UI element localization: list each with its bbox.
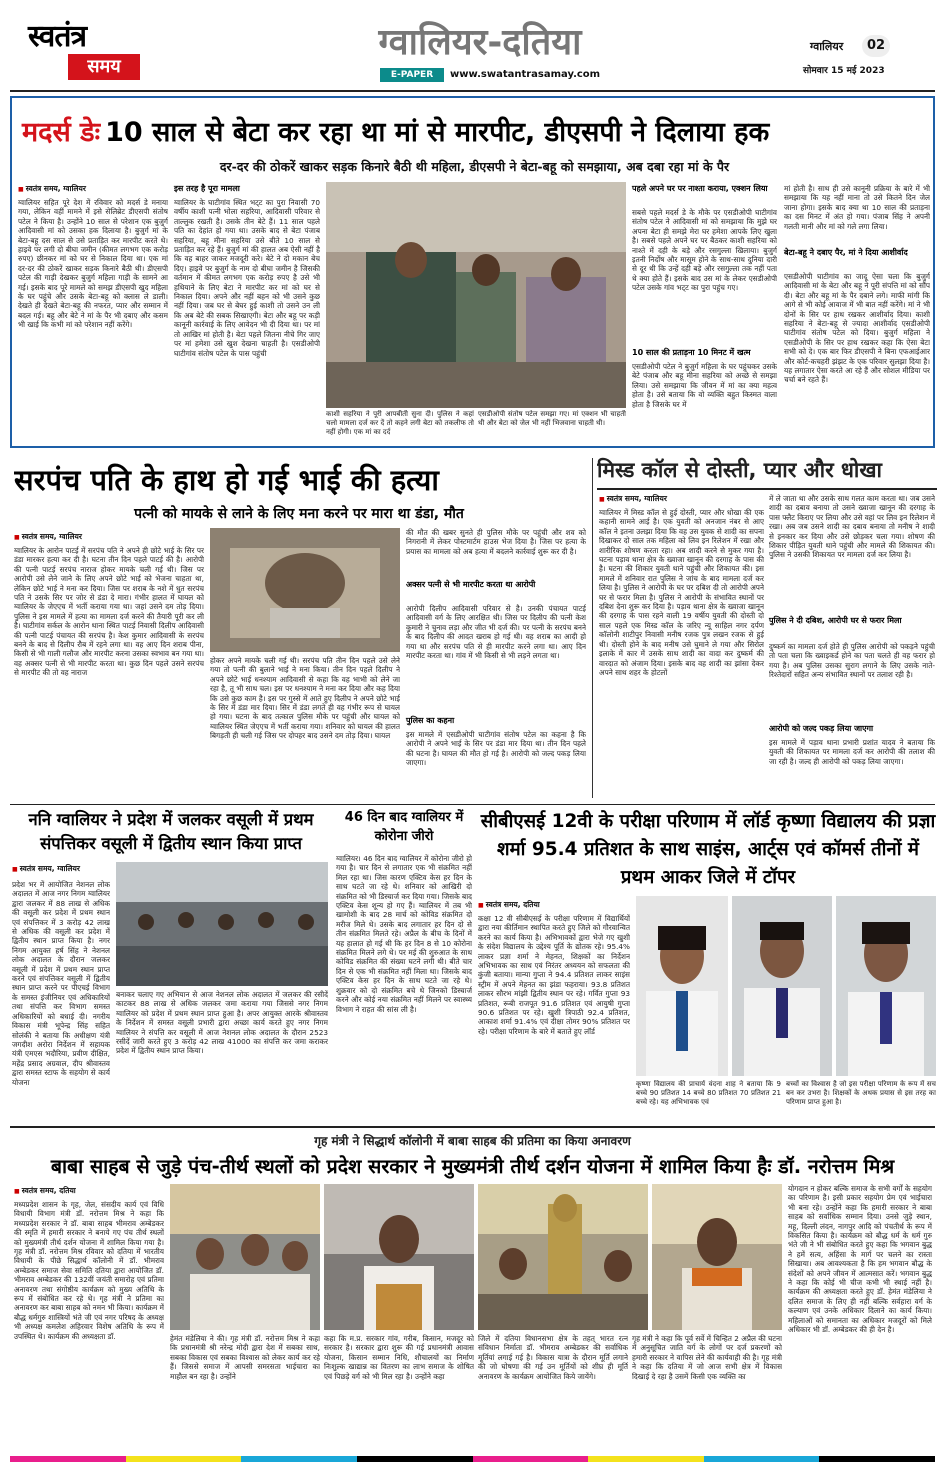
topper-photo-2: [732, 896, 832, 1076]
cbse-caption-2: बच्चों का विश्वास है जो इस परीक्षा परिणाम के रूप में सच बन कर उभरा है। शिक्षकों के अथक प्रयास से इस तरह का परिणाम प्राप्त हुआ है।: [786, 1080, 936, 1106]
masthead: [0, 0, 945, 92]
story3-col2-head2: आरोपी को जल्द पकड़ लिया जाएगा: [769, 724, 874, 733]
story1-col4b: एसडीओपी घाटीगांव का जादू ऐसा चला कि बुजुर्ग आदिवासी मां के बेटा और बहू ने पूरी संपत्ति मां को सौंप दी। बेटा और बहू मां के पैर दबाने लगे। माफी मांगी कि आगे से भी कोई आवाज में भी बात नहीं करेंगे। मां ने भी दोनों के सिर पर हाथ रखकर आशीर्वाद दिया। काशी सहरिया ने बेटा-बहू से ज्यादा आशीर्वाद एसडीओपी घाटीगांव संतोष पटेल को दिया। बुजुर्ग महिला ने एसडीओपी के सिर पर हाथ रखकर कहा कि ऐसा बेटा सभी को दे। एक बार फिर डीएसपी ने बिना एफआईआर और कोर्ट-कचहरी झंझट के एक परिवार सुलझा दिया है। यह लगातार ऐसा करते आ रहे हैं और सोशल मीडिया पर चर्चा बने रहते हैं।: [784, 272, 930, 385]
story2-byline: ■ स्वतंत्र समय, ग्वालियर: [14, 532, 82, 542]
story1-col4: मां होती है। साथ ही उसे कानूनी प्रक्रिया के बारे में भी समझाया कि यह नहीं माना तो उसे कितने दिन जेल जाना होगा। इसके बाद क्या था 10 साल की प्रताड़ना का दस मिनट में अंत हो गया। पंजाब सिंह ने अपनी गलती मानी और मां को गले लगा लिया।: [784, 184, 930, 231]
story7-col1: मध्यप्रदेश शासन के गृह, जेल, संसदीय कार्य एवं विधि विधायी विभाग मंत्री डॉ. नरोत्तम मिश्र ने कहा कि मध्यप्रदेश सरकार ने डॉ. बाबा साहब भीमराव अम्बेडकर की स्मृति में हमारी सरकार ने बनाये गए पंच तीर्थ स्थलों को मुख्यमंत्री तीर्थ दर्शन योजना में शामिल किया गया है। गृह मंत्री डॉ. नरोत्तम मिश्र रविवार को दतिया में भारतीय विधायी के पीछे सिद्धार्थ कॉलोनी में डॉ. भीमराव अम्बेडकर समाज सेवा समिति दतिया द्वारा आयोजित डॉ. भीमराव अम्बेडकर की 132वीं जयंती समारोह एवं प्रतिमा अनावरण तथा संगोष्ठीय कार्यक्रम को मुख्य अतिथि के रूप में संबोधित कर रहे थे। गृह मंत्री ने प्रतिमा का अनावरण कर बाबा साहब को नमन भी किया। कार्यक्रम में बौद्ध धर्मगुरु शास्त्रियों भंते जी एवं नगर परिषद के अध्यक्ष भी अध्यक्ष कमलेश अहिरवार विशेष अतिथि के रूप में उपस्थित थे। कार्यक्रम की अध्यक्षता डॉ.: [14, 1200, 164, 1341]
story2-col2: होकर अपने मायके चली गई थी। सरपंच पति तीन दिन पहले उसे लेने गया तो पत्नी की बुलाने भाई ने मना किया। तीन दिन पहले दिलीप ने अपने छोटे भाई धनश्याम आदिवासी से कहा कि वह भाभी को लेने जा रहा है, तू भी साथ चल। इस पर धनश्याम ने मना कर दिया और कह दिया कि उसे कुछ काम है। इस पर गुस्से में आते हुए दिलीप ने अपने छोटे भाई के सिर में डंडा मार दिया। सिर में डंडा लगते ही वह गंभीर रूप से घायल हो गया। घटना के बाद तत्काल पुलिस मौके पर पहुंची और घायल को ग्वालियर स्थित जेएएच में भर्ती कराया गया। शनिवार को घायल की हालत बिगड़ती ही चली गई जिस पर दोपहर बाद उसने दम तोड़ दिया। घायल: [210, 656, 400, 741]
story1-byline: ■ स्वतंत्र समय, ग्वालियर: [18, 184, 86, 194]
column-divider: [592, 458, 593, 798]
story1-col4-head: बेटा-बहू ने दबाए पैर, मां ने दिया आशीर्वाद: [784, 248, 908, 257]
topper-photo-1: [636, 896, 728, 1076]
logo-top-text: स्वतंत्र: [28, 19, 87, 54]
story3-col2c: इस मामले में पड़ाव थाना प्रभारी प्रशांत यादव ने बताया कि युवती की शिकायत पर मामला दर्ज कर आरोपी की तलाश की जा रही है। जल्द ही आरोपी को पकड़ लिया जाएगा।: [769, 738, 935, 766]
minister-speech-photo: [170, 1184, 320, 1330]
minister-podium-photo: [324, 1184, 474, 1330]
masthead-divider: [10, 90, 935, 92]
bottom-color-strip: [10, 1456, 935, 1462]
story3-headline: मिस्ड कॉल से दोस्ती, प्यार और धोखा: [597, 458, 882, 482]
story3-col2: में ले जाता था और उसके साथ गलत काम करता था। जब उसने शादी का दबाव बनाया तो उसने ख्वाजा खानून की दरगाह के पास फ्लैट किराए पर लिया और उसे वहां पर लिव इन रिलेशन में रखा। अब जब उसने शादी का दबाव बनाया तो मनीष ने शादी से इनकार कर दिया और उसे छोड़कर चला गया। शोषण की शिकार पीड़ित युवती थाने पहुंची और मामले की शिकायत की। पुलिस ने उसकी शिकायत पर मामला दर्ज कर लिया है।: [769, 494, 935, 560]
story-nagar-nigam: [10, 808, 332, 1124]
page-number: 02: [862, 35, 890, 57]
story3-col2b: दुष्कर्म का मामला दर्ज होते ही पुलिस आरोपी को पकड़ने पहुंची तो पता चला कि ख्वाइकर्ड होने का पता चलते ही वह फरार हो गया है। अब पुलिस उसका सुराग लगाने के लिए उसके नाते-रिश्तेदारों सहित अन्य संभावित स्थानों पर तलाश रही है।: [769, 642, 935, 680]
story4-col1: प्रदेश भर में आयोजित नेशनल लोक अदालत में आज नगर निगम ग्वालियर द्वारा जलकर में 88 लाख से अधिक की वसूली कर प्रदेश में प्रथम स्थान एवं संपत्तिकर में 3 करोड़ 42 लाख से अधिक की वसूली कर प्रदेश में द्वितीय स्थान प्राप्त किया है। नगर निगम आयुक्त हर्ष सिंह ने नेशनल लोक अदालत के दौरान जलकर वसूली में प्रदेश में प्रथम स्थान प्राप्त करने एवं संपत्तिकर वसूली में द्वितीय स्थान प्राप्त करने पर पीएचई विभाग के समस्त इंजीनियर एवं अधिकारियों तथा संपत्ति कर विभाग समस्त अधिकारियों को बधाई दी। नगरीय विकास मंत्री भूपेन्द्र सिंह सहित सोलंकी ने बताया कि अधीक्षण यंत्री जगदीश अरोरा निर्देशन में सहायक यंत्री एमएस भदौरिया, प्रवीण दीक्षित, महेंद्र प्रसाद अग्रवाल, दीप श्रीवास्तव द्वारा समस्त स्टाफ के सहयोग से कार्य योजना: [12, 880, 110, 1087]
edition-title: ग्वालियर-दतिया: [378, 22, 582, 63]
story5-headline: 46 दिन बाद ग्वालियर में कोरोना जीरो: [344, 810, 464, 844]
story7-col4: जिले में दतिया विधानसभा क्षेत्र के तहत्‌ भारत रत्न संविधान निर्माता डॉ. भीमराव अम्बेडकर की सर्वाधिक मूर्तियां लगाई गई है। विकास यात्रा के दौरान मूर्ति लगाने की जो घोषणा की गई उन मूर्तियों को शीघ्र ही मूर्ति अनावरण के कार्यक्रम आयोजित किये जायेंगे।: [478, 1334, 628, 1381]
story5-col1: ग्वालियर। 46 दिन बाद ग्वालियर में कोरोना जीरो हो गया है। चार दिन से लगातार एक भी संक्रमित नहीं मिल रहा था। जिस कारण एक्टिव केस हर दिन के साथ घटते जा रहे थे। शनिवार को आखिरी दो संक्रमित को भी डिस्चार्ज कर दिया गया। जिसके बाद एक्टिव केस शून्य हो गए हैं। ग्वालियर में तब भी खामोशी के बाद 28 मार्च को कोविड संक्रमित दो मरीज मिले थे। उसके बाद लगातार हर दिन दो से तीन संक्रमित मिलते रहे। अप्रैल के बीच के दिनों में यह हालात हो गई थी कि हर दिन 8 से 10 कोरोना संक्रमित मिलने लगे थे। पर मई की शुरुआत के साथ कोविड संक्रमित की संख्या घटने लगी थी। बीते चार दिन से एक भी संक्रमित नहीं मिला था। जिसके बाद एक्टिव केस हर दिन के साथ घटते जा रहे थे। शुक्रवार को दो संक्रमित बचे थे जिनको डिस्चार्ज करने और कोई नया संक्रमित नहीं मिलने पर स्वास्थ्य विभाग ने राहत की सांस ली है।: [336, 854, 472, 1014]
story2-col3c: इस मामले में एसडीओपी घाटीगांव संतोष पटेल का कहना है कि आरोपी ने अपने भाई के सिर पर डंडा मार दिया था। तीन दिन पहले की घटना है। घायल की मौत हो गई है। आरोपी को जल्द पकड़ लिया जाएगा।: [406, 730, 586, 768]
minister-greeting-photo: [652, 1184, 782, 1330]
story1-col2-head: इस तरह है पूरा मामला: [174, 184, 240, 193]
story2-col3-head: अक्सर पत्नी से भी मारपीट करता था आरोपी: [406, 580, 536, 589]
story7-col6: योगदान न होकर बल्कि समाज के सभी वर्गों के सहयोग का परिणाम है। इसी प्रकार सहयोग प्रेम एवं भाईचारा भी बना रहे। उन्होंने कहा कि हमारी सरकार ने बाबा साहब को सर्वाधिक सम्मान दिया। उनसे जुड़े स्थान, महू, दिल्ली लंदन, नागपुर आदि को पंचतीर्थ के रूप में विकसित किया है। कार्यक्रम को बौद्ध धर्म के धर्म गुरु भंते जी ने भी संबोधित करते हुए कहा कि भगवान बुद्ध ने हमें सत्य, अहिंसा के मार्ग पर चलने का रास्ता सिखाया। अब आवश्यकता है कि हम भगवान बौद्ध के संदेशों को अपने जीवन में आत्मसात करें। भगवान बुद्ध ने कहा कि कोई भी चीज कभी भी स्थाई नहीं है। कार्यक्रम की अध्यक्षता करते हुए डॉ. हेमंत मंडेलिया ने दलित समाज के लिए ही नहीं बल्कि सर्वहारा वर्ग के कल्याण एवं उनके अधिकार दिलाने का कार्य किया। महिलाओं को समानता का अधिकार मजदूरों को मिले अधिकार भी डॉ. अम्बेडकर की ही देन है।: [788, 1184, 932, 1335]
story7-kicker: गृह मंत्री ने सिद्धार्थ कॉलोनी में बाबा साहब की प्रतिमा का किया अनावरण: [314, 1134, 631, 1148]
story2-subheadline: पत्नी को मायके से लाने के लिए मना करने पर मारा था डंडा, मौत: [134, 506, 464, 522]
epaper-label: E-PAPER: [380, 68, 444, 82]
story2-col3-head2: पुलिस का कहना: [406, 716, 455, 725]
story-sarpanch: [10, 454, 588, 802]
statue-unveil-photo: [478, 1184, 648, 1330]
story1-headline: [22, 112, 927, 152]
story7-headline: बाबा साहब से जुड़े पंच-तीर्थ स्थलों को प्रदेश सरकार ने मुख्यमंत्री तीर्थ दर्शन योजना में शामिल किया हैः डॉ. नरोत्तम मिश्र: [50, 1155, 895, 1178]
story1-col3-head2: 10 साल की प्रताड़ना 10 मिनट में खत्म: [632, 348, 751, 357]
story-missed-call: [597, 454, 937, 802]
story1-col1: ग्वालियर सहित पूरे देश में रविवार को मदर्स डे मनाया गया, लेकिन वहीं मामने में इसे सेलिब्रेट डीएसपी संतोष पटेल ने किया है। उन्होंने 10 साल से परेशान एक बुजुर्ग आदिवासी मां को उसका हक दिलाया है। बुजुर्ग मां के बेटा-बहू दस साल से उसे प्रताड़ित कर मारपीट करते थे। हाइवे पर लगी दो बीघा जमीन (कीमत लगभग एक करोड़ रुपए) छीनकर मां को घर से निकाल दिया था। एक मां दर-दर की ठोकरें खाकर सड़क किनारे बैठी थी। डीएसपी पटेल की गाड़ी देखकर बुजुर्ग महिला गाड़ी के सामने आ गई। इसके बाद पूरे मामले को समझ डीएसपी खुद महिला के घर पहुंचे और उसके बेटा-बहू को क्लास ले डाली। देखते ही देखते बेटा-बहू की नफरत, प्यार और सम्मान में बदल गई। बहू और बेटे ने मां के पैर भी दबाए और कसम भी खाई कि कभी मां को परेशान नहीं करेंगे।: [18, 198, 168, 330]
logo-bottom-box: [68, 54, 140, 80]
mother-son-photo: [326, 182, 626, 408]
story3-col2-head: पुलिस ने दी दबिश, आरोपी घर से फरार मिला: [769, 616, 902, 625]
story1-col3-head: पहले अपने घर पर नाश्ता कराया, एक्शन लिया: [632, 184, 768, 193]
nagar-nigam-photo: [116, 862, 328, 986]
city-label: ग्वालियर: [810, 40, 844, 53]
story3-byline: ■ स्वतंत्र समय, ग्वालियर: [599, 494, 667, 504]
story2-headline: सरपंच पति के हाथ हो गई भाई की हत्या: [14, 463, 439, 497]
victim-photo: [210, 528, 400, 652]
story7-col5: गृह मंत्री ने कहा कि पूर्व सर्वे में चिन्हित 2 अप्रैल की घटना में अनुसूचित जाति वर्ग के लोगों पर दर्ज प्रकरणों को हमारी सरकार ने वापिस लेने की कार्यवाही की है। गृह मंत्री ने कहा कि दतिया में जो आज सभी क्षेत्र में विकास दिखाई दे रहा है उसमें किसी एक व्यक्ति का: [632, 1334, 782, 1381]
story7-col2: हेमंत मंडेलिया ने की। गृह मंत्री डॉ. नरोत्तम मिश्र ने कहा कि प्रधानमंत्री श्री नरेन्द्र मोदी द्वारा देश में सबका साथ, सबका विकास एवं सबका विश्वास को लेकर कार्य कर रहे हैं। जिससे समाज में आपसी समरसता भाईचारा का माहौल बन रहा है। उन्होंने: [170, 1334, 320, 1381]
logo-bottom-text: समय: [87, 56, 121, 77]
story4-col2: बनाकर चलाए गए अभियान से आज नेशनल लोक अदालत में जलकर की रसीदें काटकर 88 लाख से अधिक जलकर जमा कराया गया जिससे नगर निगम ग्वालियर को प्रदेश में प्रथम स्थान प्राप्त हुआ है। अपर आयुक्त आरके श्रीवास्तव के निर्देशन में समस्त वसूली प्रभारी द्वारा अच्छा कार्य करते हुए नगर निगम ग्वालियर ने संपत्ति कर वसूली में आज नेशनल लोक अदालत के दौरान 2523 रसीदें जारी करते हुए 3 करोड़ 42 लाख 41000 का संपत्ति कर जमा कराकर प्रदेश में द्वितीय स्थान प्राप्त किया।: [116, 990, 328, 1056]
date-label: सोमवार 15 मई 2023: [803, 66, 885, 76]
section-divider-2: [10, 1126, 935, 1128]
section-divider: [10, 804, 935, 805]
story3-col1: ग्वालियर में मिस्ड कॉल से हुई दोस्ती, प्यार और धोखा की एक कहानी सामने आई है। एक युवती को अनजान नंबर से आए कॉल ने इतना उलझा दिया कि वह उस युवक से शादी का सपना दिखाकर दो साल तक महिला को लिव इन रिलेशन में रखा और शारीरिक शोषण करता रहा। अब शादी करने से मुकर गया है। घटना पड़ाव थाना क्षेत्र के ख्वाजा खानून की दरगाह के पास की है। घटना की शिकार युवती थाने पहुंची और शिकायत की। इस मामले में शनिवार रात पुलिस ने जांच के बाद मामला दर्ज कर लिया है। पुलिस ने आरोपी के घर पर दबिश दी तो आरोपी अपने घर से फरार मिला है। पुलिस ने आरोपी के संभावित स्थानों पर दबिश देना शुरू कर दिया है। पड़ाव थाना क्षेत्र के ख्वाजा खानून की दरगाह के पास रहने वाली 19 वर्षीय युवती की दोस्ती दो साल पहले एक मिस्ड कॉल के जरिए न्यू साहिल नगर दर्पण कॉलोनी शाटीपुर निवासी मनीष रजक पुत्र लखन रजक से हुई थी। दोस्ती होने के बाद मनीष उसे घुमाने ले गया और सिरोल इलाके में कार में उसके साथ शादी का वादा कर दुष्कर्म की वारदात को अंजाम दिया। इसके बाद वह शादी का झांसा देकर अपने साथ शहर के होटलों: [599, 508, 764, 677]
story2-col3b: आरोपी दिलीप आदिवासी परिवार से है। उनकी पंचायत पाटई आदिवासी वर्ग के लिए आरक्षित थी। जिस पर दिलीप की पत्नी केश कुमारी ने चुनाव लड़ा और जीत भी दर्ज की। पर पत्नी के सरपंच बनने के बाद दिलीप की आदत खराब हो गई थी। वह शराब का आदी हो गया था और सरपंच पति से ही मारपीट करने लगा था। आए दिन मारपीट करता था। गांव में भी किसी से भी लड़ने लगता था।: [406, 604, 586, 661]
story6-byline: ■ स्वतंत्र समय, दतिया: [478, 900, 540, 910]
story6-col1: कक्षा 12 वी सीबीएसई के परीक्षा परिणाम में विद्यार्थियों द्वारा नया कीर्तिमान स्थापित करते हुए जिले को गौरवान्वित करने का कार्य किया है। अभिभावकों द्वारा भेजे गए खुशी के संदेश विद्यालय के उद्देश्य पूर्ति के द्योतक रहे। 95.4% लाकर प्रज्ञा शर्मा ने मेहनत, शिक्षकों का निर्देशन अभिभावक का साथ एवं निरंतर अध्ययन को सफलता की कुंजी बताया। मान्या गुप्ता ने 94.4 प्रतिशत लाकर साइंस स्ट्रीम में अपने मेहनत का झंडा फहराया। 93.8 प्रतिशत लाकर सौरभ मांझी द्वितीय स्थान पर रहे। गर्वित गुप्ता 93 प्रतिशत, रूबी राजपूत 91.6 प्रतिशत एवं आयुषी गुप्ता 90.6 प्रतिशत पर रहे। खुशी त्रिपाठी 92.4 प्रतिशत, आकाश शर्मा 91.4% एवं दीक्षा तोमर 90% प्रतिशत पर रहे। परीक्षा परिणाम के बारे में बताते हुए लॉर्ड: [478, 914, 630, 1036]
story7-byline: ■ स्वतंत्र समय, दतिया: [14, 1186, 76, 1196]
story1-col3b: एसडीओपी पटेल ने बुजुर्ग महिला के घर पहुंचकर उसके बेटे पंजाब और बहू मीना सहरिया को अच्छे से समझा लिया। उसे समझाया कि जीवन में मां का क्या महत्व होता है। उसे बताया कि वो व्यक्ति बहुत किस्मत वाला होता है जिसके घर में: [632, 362, 777, 409]
photo2-caption: एसडीओपी संतोष पटेल समझा गए। मां एक्शन भी चाहती थी और बेटा को जेल भी नहीं भिजवाना चाहती थी।: [478, 410, 626, 427]
story4-byline: ■ स्वतंत्र समय, ग्वालियर: [12, 864, 80, 874]
story7-col3: कहा कि म.प्र. सरकार गांव, गरीब, किसान, मजदूर को सरकार है। सरकार द्वारा शुरू की गई प्रधानमंत्री आवास योजना, किसान सम्मान निधि, शौचालयों का निर्माण निःशुल्क खाद्यान्न का वितरण का लाभ समाज के शोषित एवं पिछड़े वर्ग को भी मिल रहा है। उन्होंने कहा: [324, 1334, 474, 1381]
topper-photo-3: [836, 896, 936, 1076]
story2-col3: की मौत की खबर सुनते ही पुलिस मौके पर पहुंची और शव को निगरानी में लेकर पोस्टमार्टम हाउस भेज दिया है। जिस पर हत्या के प्रयास का मामला को अब हत्या में बदलने कार्रवाई शुरू कर दी है।: [406, 528, 586, 556]
story4-headline: ननि ग्वालियर ने प्रदेश में जलकर वसूली में प्रथम संपत्तिकर वसूली में द्वितीय स्थान किया प्राप्त: [28, 810, 314, 853]
story1-headline-black: 10 साल से बेटा कर रहा था मां से मारपीट, डीएसपी ने दिलाया हक: [105, 117, 770, 148]
story-ambedkar: [10, 1130, 935, 1452]
story2-col1: ग्वालियर के आरोन पाटई में सरपंच पति ने अपने ही छोटे भाई के सिर पर डंडा मारकर हत्या कर दी है। घटना तीन दिन पहले पाटई की है। आरोपी की पत्नी पाटई सरपंच नाराज होकर मायके चली गई थी। जिस पर आरोपी उसे लेने जाने के लिए अपने छोटे भाई को भेजना चाहता था, लेकिन छोटे भाई ने मना कर दिया। जिस पर शराब के नशे में धुत सरपंच पति ने उसके सिर पर जोर से डंडा दे मारा। गंभीर हालत में घायल को ग्वालियर के जेएएच में भर्ती कराया गया था। जहां उसने दम तोड़ दिया। पुलिस ने इस मामले में हत्या का मामला दर्ज करने की तैयारी पूरी कर ली है। घाटीगांव सर्कल के आरोन थाना स्थित पाटई निवासी दिलीप आदिवासी की पत्नी पाटई पंचायत की सरपंच है। केश कुमार आदिवासी के सरपंच बनने के बाद से दिलीप रौब में रहने लगा था। वह आए दिन शराब पीना, किसी से भी गाली गलौज और मारपीट करना उसका स्वभाव बन गया था। वह अक्सर पत्नी से भी मारपीट करता था। कुछ दिन पहले उसने सरपंच से मारपीट की तो वह नाराज: [14, 546, 204, 678]
story6-headline: सीबीएसई 12वी के परीक्षा परिणाम में लॉर्ड कृष्णा विद्यालय की प्रज्ञा शर्मा 95.4 प्रतिशत के साथ साइंस, आर्ट्स एवं कॉमर्स तीनों में प्रथम आकर जिले में टॉपर: [480, 811, 936, 888]
story1-headline-red: मदर्स डेः: [22, 117, 101, 148]
story1-col3: सबसे पहले मदर्स डे के मौके पर एसडीओपी घाटीगांव संतोष पटेल ने आदिवासी मां को समझाया कि मुझे घर अपना बेटा ही समझे मेरा घर हमेशा आपके लिए खुला है। सबसे पहले अपने घर पर बैठकर काशी सहरिया को नाश्ते में दही के बड़े और रसगुल्ला खिलाया। बुजुर्ग इतनी निर्दोष और मासूम होने के साथ-साथ दुनिया दारी से दूर थी कि उन्हें दही बड़े और रसगुल्ला तक नहीं पता थे क्या होते हैं। इसके बाद उस मां के लेकर एसडीओपी पटेल उसके गांव भट्‌ट का पुरा पहुंच गए।: [632, 208, 777, 293]
story-corona: [336, 808, 472, 1124]
logo: [28, 14, 143, 84]
epaper-bar: [380, 68, 630, 82]
photo1-caption: काशी सहरिया ने पूरी आपबीती सुना दी। पुलिस ने कहां चलो मामला दर्ज कर दें तो कहने लगी बेटा को तकलीफ तो नहीं होगी। एक मां का दर्द: [326, 410, 474, 436]
website-link[interactable]: www.swatantrasamay.com: [450, 69, 601, 80]
story3-headline-rule: [597, 488, 937, 490]
story1-col2: ग्वालियर के घाटीगांव स्थित भट्‌ट का पुरा निवासी 70 वर्षीय काशी पत्नी भोला सहरिया, आदिवासी परिवार से ताल्लुक रखती है। उसके तीन बेटे हैं। 11 साल पहले पति का देहांत हो गया था। उसके बाद से बेटा पंजाब सहरिया, बहू मीना सहरिया उसे बीते 10 साल से प्रताड़ित कर रहे हैं। बुजुर्ग मां की हालत अब ऐसी नहीं है कि वह बाहर जाकर मजदूरी करे। बेटे ने दो मकान बेच दिए। हाइवे पर बुजुर्ग के नाम दो बीघा जमीन है जिसकी वर्तमान में कीमत लगभग एक करोड़ रुपए है उसे भी हथियाने के लिए बेटा ने मारपीट कर मां को घर से निकाल दिया। अपने और नहीं बहन को भी उसने कुछ नहीं दिया। जब घर से बेघर हुई काशी तो उसने उन ली कि अब बेटे की सबक सिखाएगी। बेटा और बहू पर कड़ी कानूनी कार्रवाई के लिए आवेदन भी दी दिया था। पर मां तो आखिर मां होती है। बेटा पहले जितना नीचे गिर जाए पर मां हमेशा उसे खुश देखना चाहती है। एसडीओपी घाटीगांव संतोष पटेल के पास पहुंची: [174, 198, 320, 358]
story-cbse: [478, 808, 938, 1124]
story-mothers-day: [10, 96, 935, 448]
cbse-caption-1: कृष्णा विद्यालय की प्राचार्य वंदना शाह ने बताया कि 9 बच्चे 90 प्रतिशत 14 बच्चे 80 प्रतिशत 70 प्रतिशत 21 बच्चे रहे। यह अभिभावक एवं: [636, 1080, 781, 1106]
story1-subheadline: दर-दर की ठोकरें खाकर सड़क किनारे बैठी थी महिला, डीएसपी ने बेटा-बहू को समझाया, अब दबा रहा मां के पैर: [219, 159, 730, 174]
